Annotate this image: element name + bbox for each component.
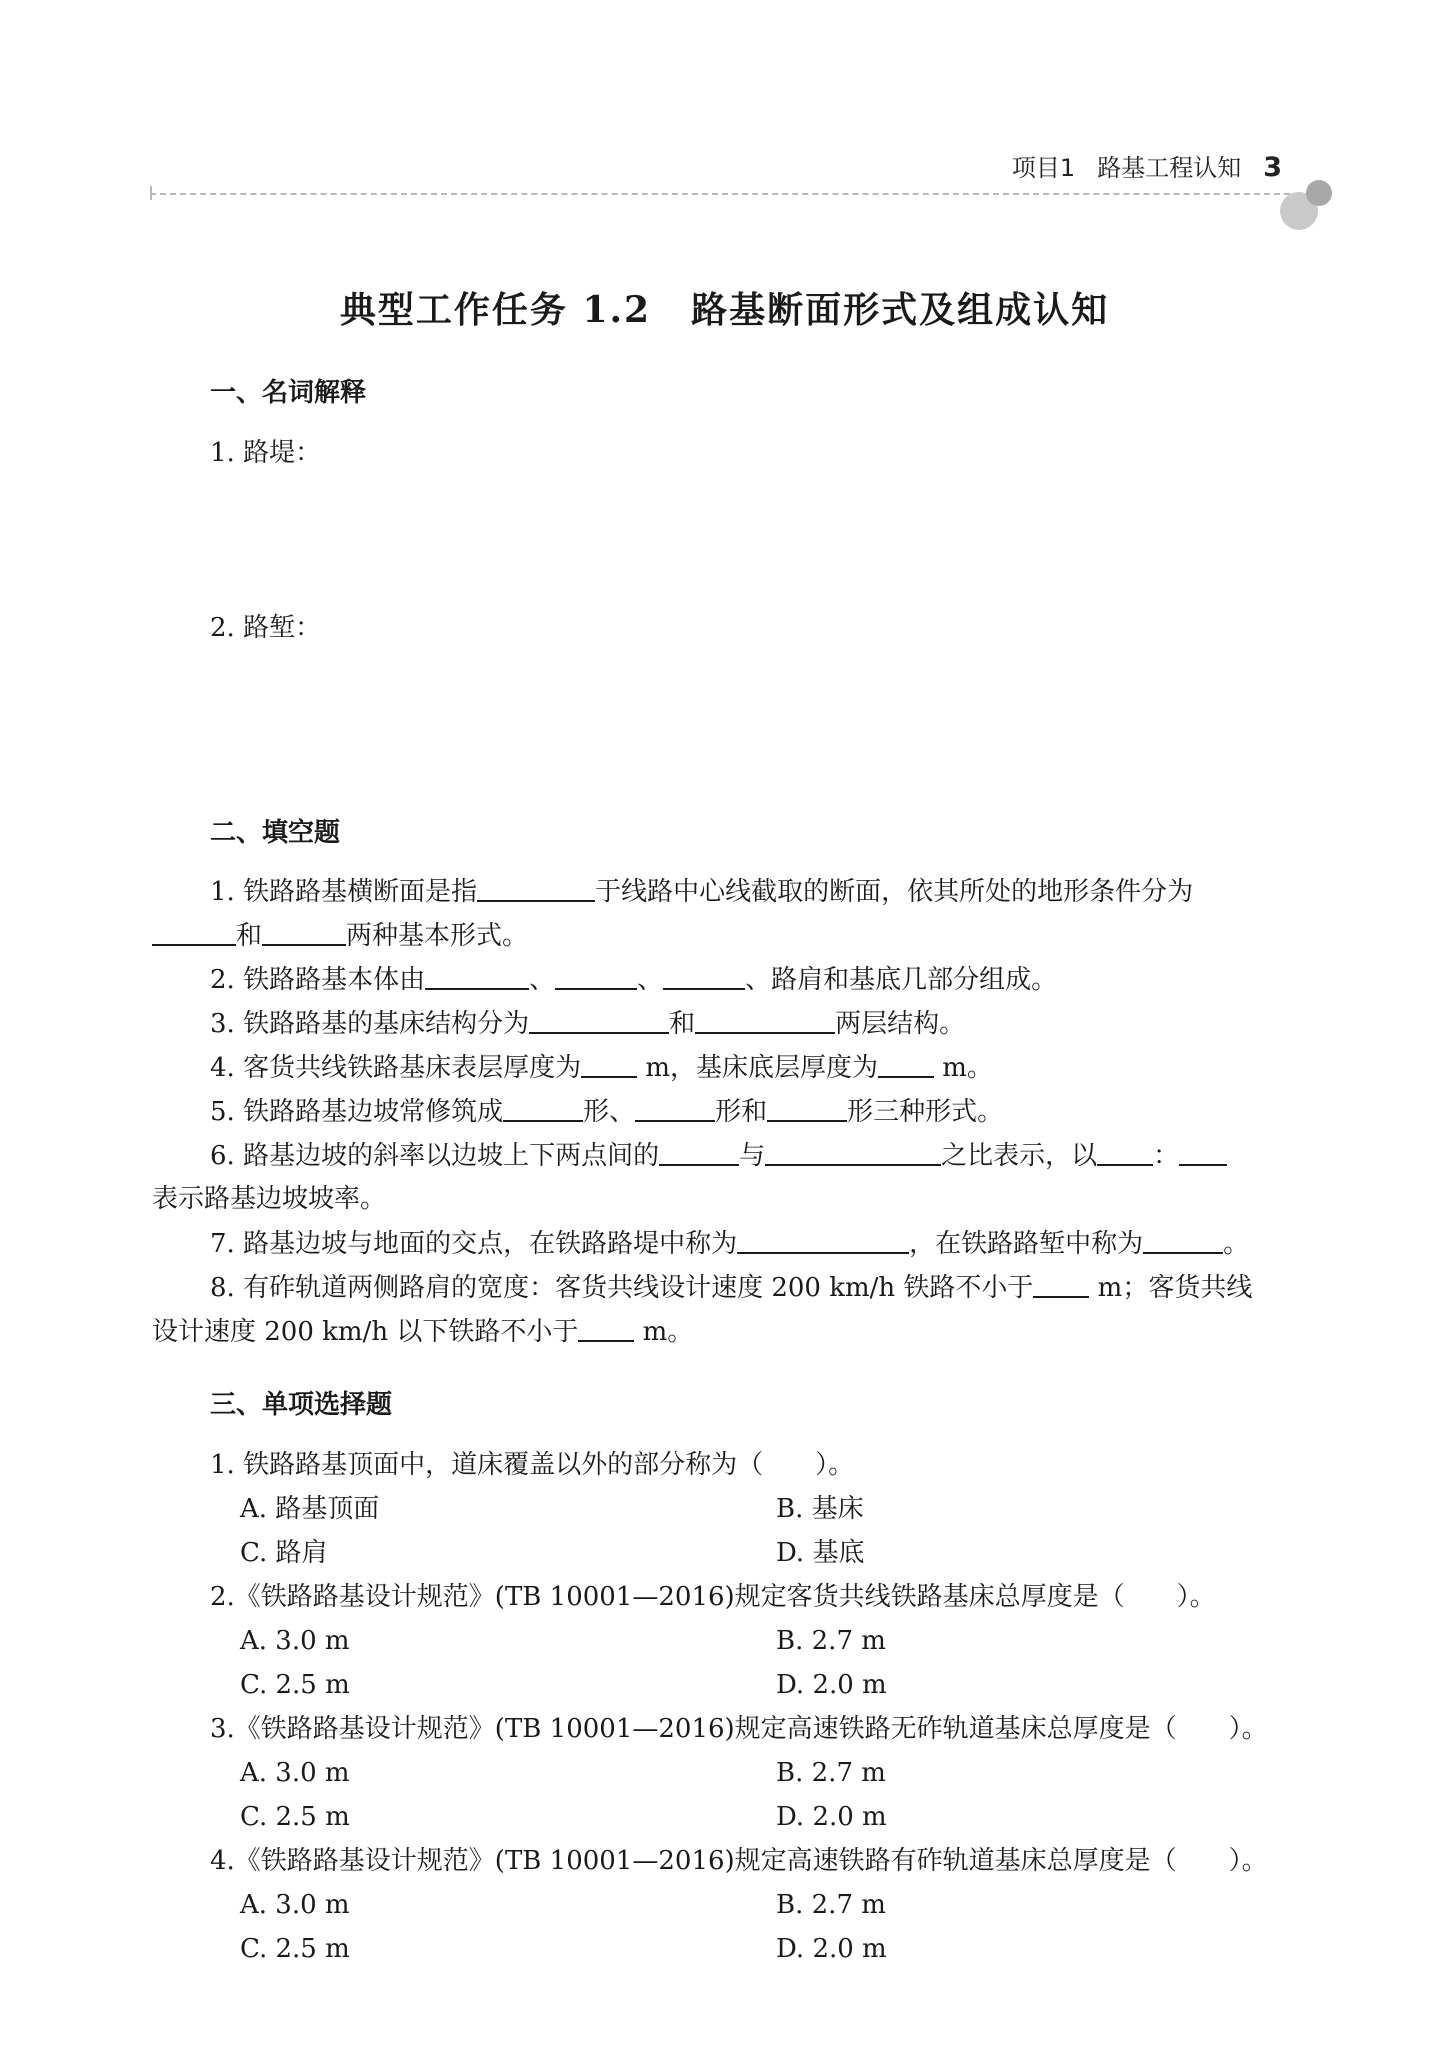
option-c[interactable]: C. 2.5 m [240,1934,350,1964]
header-chapter: 项目1 [1011,154,1076,182]
option-a[interactable]: A. 3.0 m [240,1890,350,1920]
fill-question-4: 4. 客货共线铁路基床表层厚度为 m，基床底层厚度为 m。 [210,1053,993,1083]
answer-blank[interactable] [1033,1274,1089,1298]
option-a[interactable]: A. 3.0 m [240,1758,350,1788]
answer-blank[interactable] [1179,1142,1227,1166]
page-number: 3 [1263,152,1282,183]
definition-item-1: 1. 路堤： [210,438,322,468]
answer-blank[interactable] [425,966,529,990]
fill-question-8-cont: 设计速度 200 km/h 以下铁路不小于 m。 [152,1317,694,1347]
answer-blank[interactable] [477,878,595,902]
answer-blank[interactable] [578,1318,634,1342]
choice-question-4: 4.《铁路路基设计规范》(TB 10001—2016)规定高速铁路有砟轨道基床总厚度是（ ）。 [210,1846,1268,1876]
choice-question-2: 2.《铁路路基设计规范》(TB 10001—2016)规定客货共线铁路基床总厚度是（ ）。 [210,1582,1216,1612]
option-b[interactable]: B. 2.7 m [776,1626,886,1656]
answer-blank[interactable] [1097,1142,1153,1166]
section-heading-definitions: 一、名词解释 [210,378,367,408]
answer-blank[interactable] [152,922,236,946]
fill-question-6-cont: 表示路基边坡坡率。 [152,1184,387,1214]
fill-question-1-cont: 和 两种基本形式。 [152,922,528,949]
header-dashed-rule [150,193,1290,195]
title-main: 路基断面形式及组成认知 [691,289,1110,331]
title-prefix: 典型工作任务 1.2 [339,289,652,331]
answer-blank[interactable] [1143,1230,1223,1254]
fill-question-7: 7. 路基边坡与地面的交点，在铁路路堤中称为 ，在铁路路堑中称为 。 [210,1229,1250,1259]
header-text [1012,148,1282,183]
section-heading-fill-blank: 二、填空题 [210,818,341,848]
answer-blank[interactable] [663,966,745,990]
option-b[interactable]: B. 2.7 m [776,1758,886,1788]
option-d[interactable]: D. 2.0 m [776,1934,887,1964]
fill-question-1: 1. 铁路路基横断面是指 于线路中心线截取的断面，依其所处的地形条件分为 [210,877,1194,907]
header-chapter-title: 路基工程认知 [1097,154,1242,182]
answer-blank[interactable] [581,1054,637,1078]
section-heading-single-choice: 三、单项选择题 [210,1390,393,1420]
page-title [0,282,1449,333]
fill-question-6: 6. 路基边坡的斜率以边坡上下两点间的 与 之比表示，以 ： [210,1142,1227,1169]
answer-blank[interactable] [695,1010,835,1034]
answer-blank[interactable] [529,1010,669,1034]
fill-question-3: 3. 铁路路基的基床结构分为 和 两层结构。 [210,1009,966,1039]
answer-blank[interactable] [635,1098,715,1122]
answer-blank[interactable] [659,1142,739,1166]
answer-blank[interactable] [767,1098,847,1122]
fill-question-5: 5. 铁路路基边坡常修筑成 形、 形和 形三种形式。 [210,1097,1004,1127]
fill-question-2: 2. 铁路路基本体由 、 、 、路肩和基底几部分组成。 [210,965,1058,995]
answer-blank[interactable] [737,1230,909,1254]
answer-blank[interactable] [262,922,346,946]
option-c[interactable]: C. 路肩 [240,1538,328,1568]
running-header [150,148,1320,198]
option-d[interactable]: D. 2.0 m [776,1670,887,1700]
option-c[interactable]: C. 2.5 m [240,1802,350,1832]
definition-item-2: 2. 路堑： [210,613,322,643]
option-a[interactable]: A. 3.0 m [240,1626,350,1656]
answer-blank[interactable] [878,1054,934,1078]
answer-blank[interactable] [555,966,637,990]
choice-question-1: 1. 铁路路基顶面中，道床覆盖以外的部分称为（ ）。 [210,1450,855,1480]
option-d[interactable]: D. 2.0 m [776,1802,887,1832]
option-a[interactable]: A. 路基顶面 [240,1494,380,1524]
fill-question-8: 8. 有砟轨道两侧路肩的宽度：客货共线设计速度 200 km/h 铁路不小于 m；客货共线 [210,1273,1253,1303]
option-c[interactable]: C. 2.5 m [240,1670,350,1700]
answer-blank[interactable] [503,1098,583,1122]
decorative-dot-small [1306,180,1332,206]
option-d[interactable]: D. 基底 [776,1538,865,1568]
option-b[interactable]: B. 基床 [776,1494,864,1524]
answer-blank[interactable] [765,1142,941,1166]
option-b[interactable]: B. 2.7 m [776,1890,886,1920]
choice-question-3: 3.《铁路路基设计规范》(TB 10001—2016)规定高速铁路无砟轨道基床总厚度是（ ）。 [210,1714,1268,1744]
